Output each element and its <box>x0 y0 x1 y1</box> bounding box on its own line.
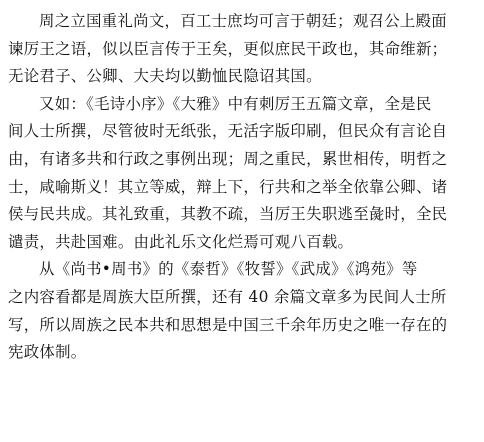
paragraph-2 <box>8 91 478 257</box>
text-line: 写，所以周族之民本共和思想是中国三千余年历史之唯一存在的 <box>8 315 448 334</box>
text-line: 谴责，共赴国难。由此礼乐文化烂焉可观八百载。 <box>8 232 354 251</box>
text-line: 间人士所撰，尽管彼时无纸张，无活字版印刷，但民众有言论自 <box>8 122 448 141</box>
text-line: 又如：《毛诗小序》《大雅》中有刺厉王五篇文章，全是民 <box>39 94 432 113</box>
text-line: 侯与民共成。其礼致重，其教不疏，当厉王失职逃至彘时，全民 <box>8 205 448 224</box>
text-line: 士，咸喻斯义！其立等威，辩上下，行共和之举全依靠公卿、诸 <box>8 177 448 196</box>
text-line: 周之立国重礼尚文，百工士庶均可言于朝廷；观召公上殿面 <box>39 12 447 30</box>
paragraph-3 <box>8 256 478 366</box>
text-line: 谏厉王之语，似以臣言传于王矣，更似庶民干政也，其命维新； <box>8 39 448 58</box>
paragraph-1 <box>8 8 478 91</box>
text-line: 宪政体制。 <box>8 343 87 362</box>
text-line: 从《尚书•周书》的《泰哲》《牧誓》《武成》《鸿苑》等 <box>39 260 418 279</box>
text-line: 由，有诸多共和行政之事例出现；周之重民，累世相传，明哲之 <box>8 149 448 168</box>
text-line: 无论君子、公卿、大夫均以勤恤民隐诏其国。 <box>8 67 322 86</box>
text-line: 之内容看都是周族大臣所撰，还有 40 余篇文章多为民间人士所 <box>8 287 447 306</box>
